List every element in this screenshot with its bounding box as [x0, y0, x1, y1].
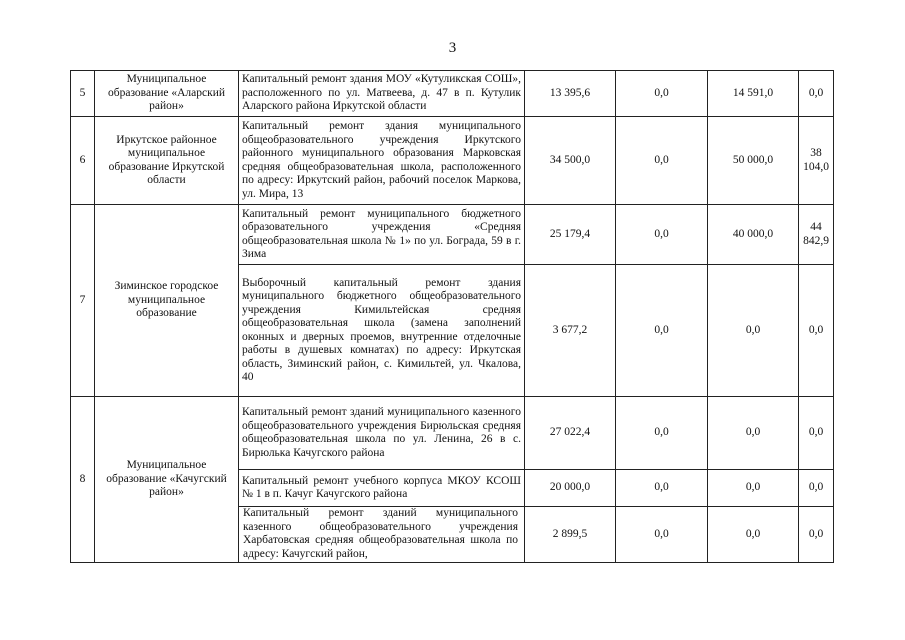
value-cell: 0,0	[616, 71, 708, 117]
row-number: 8	[71, 397, 95, 563]
value-cell: 0,0	[616, 507, 708, 563]
municipality-cell: Зиминское городское муниципальное образование	[95, 205, 239, 397]
value-cell: 0,0	[708, 265, 799, 397]
table-row	[71, 71, 834, 117]
value-cell: 0,0	[799, 470, 834, 507]
funding-table	[70, 70, 834, 563]
table-row	[71, 397, 834, 470]
value-cell: 0,0	[616, 397, 708, 470]
value-cell: 44 842,9	[799, 205, 834, 265]
value-cell: 2 899,5	[525, 507, 616, 563]
value-cell: 0,0	[799, 397, 834, 470]
project-description	[239, 507, 525, 563]
value-cell: 0,0	[616, 470, 708, 507]
value-cell: 38 104,0	[799, 117, 834, 205]
value-cell: 34 500,0	[525, 117, 616, 205]
value-cell: 0,0	[799, 507, 834, 563]
row-number: 7	[71, 205, 95, 397]
project-description: Капитальный ремонт муниципального бюджетного образовательного учреждения «Средняя общеобразовательная школа № 1» по ул. Бограда, 59 в г. Зима	[239, 205, 525, 265]
project-description: Выборочный капитальный ремонт здания муниципального бюджетного общеобразовательного учреждения Кимильтейская средняя общеобразовательная школа (замена заполнений оконных и дверных проемов, внутренние отделочные работы в душевых комнатах) по адресу: Иркутская область, Зиминский район, с. Кимильтей, ул. Чкалова, 40	[239, 265, 525, 397]
value-cell: 40 000,0	[708, 205, 799, 265]
truncated-description: Капитальный ремонт зданий муниципального казенного общеобразовательного учреждения Харбатовская средняя общеобразовательная школа по адресу: Качугский район,	[243, 507, 518, 560]
value-cell: 25 179,4	[525, 205, 616, 265]
row-number: 5	[71, 71, 95, 117]
value-cell: 0,0	[799, 265, 834, 397]
municipality-cell: Муниципальное образование «Аларский район»	[95, 71, 239, 117]
municipality-cell: Муниципальное образование «Качугский район»	[95, 397, 239, 563]
table-row	[71, 205, 834, 265]
value-cell: 14 591,0	[708, 71, 799, 117]
project-description: Капитальный ремонт здания МОУ «Кутуликская СОШ», расположенного по ул. Матвеева, д. 47 в п. Кутулик Аларского района Иркутской области	[239, 71, 525, 117]
value-cell: 0,0	[616, 265, 708, 397]
value-cell: 0,0	[616, 205, 708, 265]
value-cell: 27 022,4	[525, 397, 616, 470]
value-cell: 13 395,6	[525, 71, 616, 117]
table-row	[71, 117, 834, 205]
municipality-cell: Иркутское районное муниципальное образование Иркутской области	[95, 117, 239, 205]
row-number: 6	[71, 117, 95, 205]
page-number: 3	[448, 40, 457, 56]
value-cell: 0,0	[708, 397, 799, 470]
value-cell: 3 677,2	[525, 265, 616, 397]
project-description: Капитальный ремонт зданий муниципального казенного общеобразовательного учреждения Бирюльская средняя общеобразовательная школа по ул. Ленина, 26 в с. Бирюлька Качугского района	[239, 397, 525, 470]
value-cell: 0,0	[708, 507, 799, 563]
value-cell: 0,0	[799, 71, 834, 117]
value-cell: 0,0	[616, 117, 708, 205]
value-cell: 0,0	[708, 470, 799, 507]
project-description: Капитальный ремонт учебного корпуса МКОУ КСОШ № 1 в п. Качуг Качугского района	[239, 470, 525, 507]
value-cell: 20 000,0	[525, 470, 616, 507]
value-cell: 50 000,0	[708, 117, 799, 205]
project-description: Капитальный ремонт здания муниципального общеобразовательного учреждения Иркутского районного муниципального образования Марковская средняя общеобразовательная школа, расположенного по адресу: Иркутский район, рабочий поселок Маркова, ул. Мира, 13	[239, 117, 525, 205]
